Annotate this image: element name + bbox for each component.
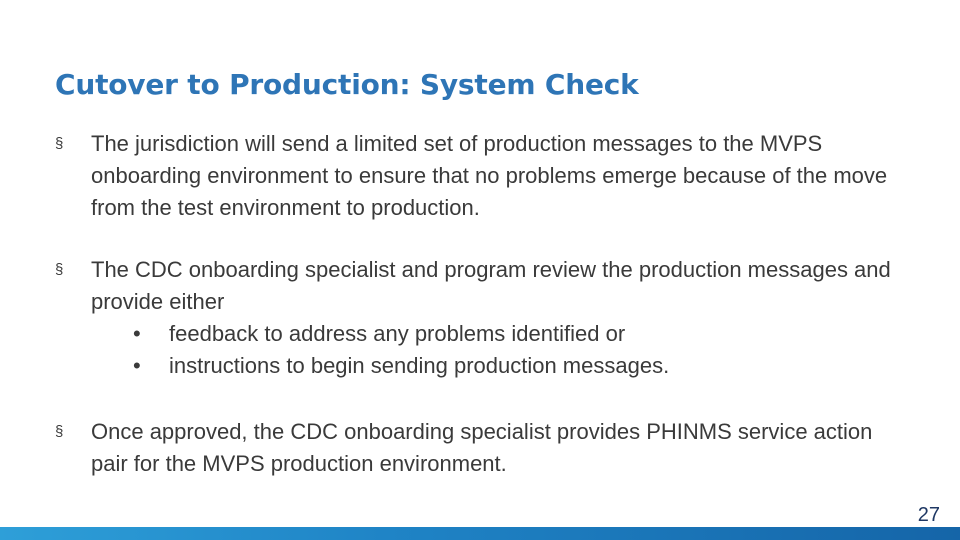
sub-bullet-text: feedback to address any problems identified or xyxy=(169,321,626,346)
round-bullet-icon: • xyxy=(133,353,141,378)
bullet-content xyxy=(91,254,915,382)
footer-bar xyxy=(0,527,960,540)
bullet-text: The CDC onboarding specialist and program review the production messages and provide either xyxy=(91,257,891,314)
bullet-text: The jurisdiction will send a limited set of production messages to the MVPS onboarding environment to ensure that no problems emerge because of the move from the test environment to production. xyxy=(91,131,888,220)
bullet-item xyxy=(55,416,915,480)
square-bullet-icon: § xyxy=(55,423,64,440)
page-number: 27 xyxy=(917,504,940,526)
sub-bullet-item xyxy=(91,350,915,382)
bullet-item xyxy=(55,254,915,382)
round-bullet-icon: • xyxy=(133,321,141,346)
square-bullet-icon: § xyxy=(55,261,64,278)
square-bullet-icon: § xyxy=(55,135,64,152)
bullet-text: Once approved, the CDC onboarding specialist provides PHINMS service action pair for the MVPS production environment. xyxy=(91,419,873,476)
sub-bullet-text: instructions to begin sending production messages. xyxy=(169,353,670,378)
sub-bullet-item xyxy=(91,318,915,350)
bullet-item xyxy=(55,128,915,224)
slide-title: Cutover to Production: System Check xyxy=(55,68,639,101)
